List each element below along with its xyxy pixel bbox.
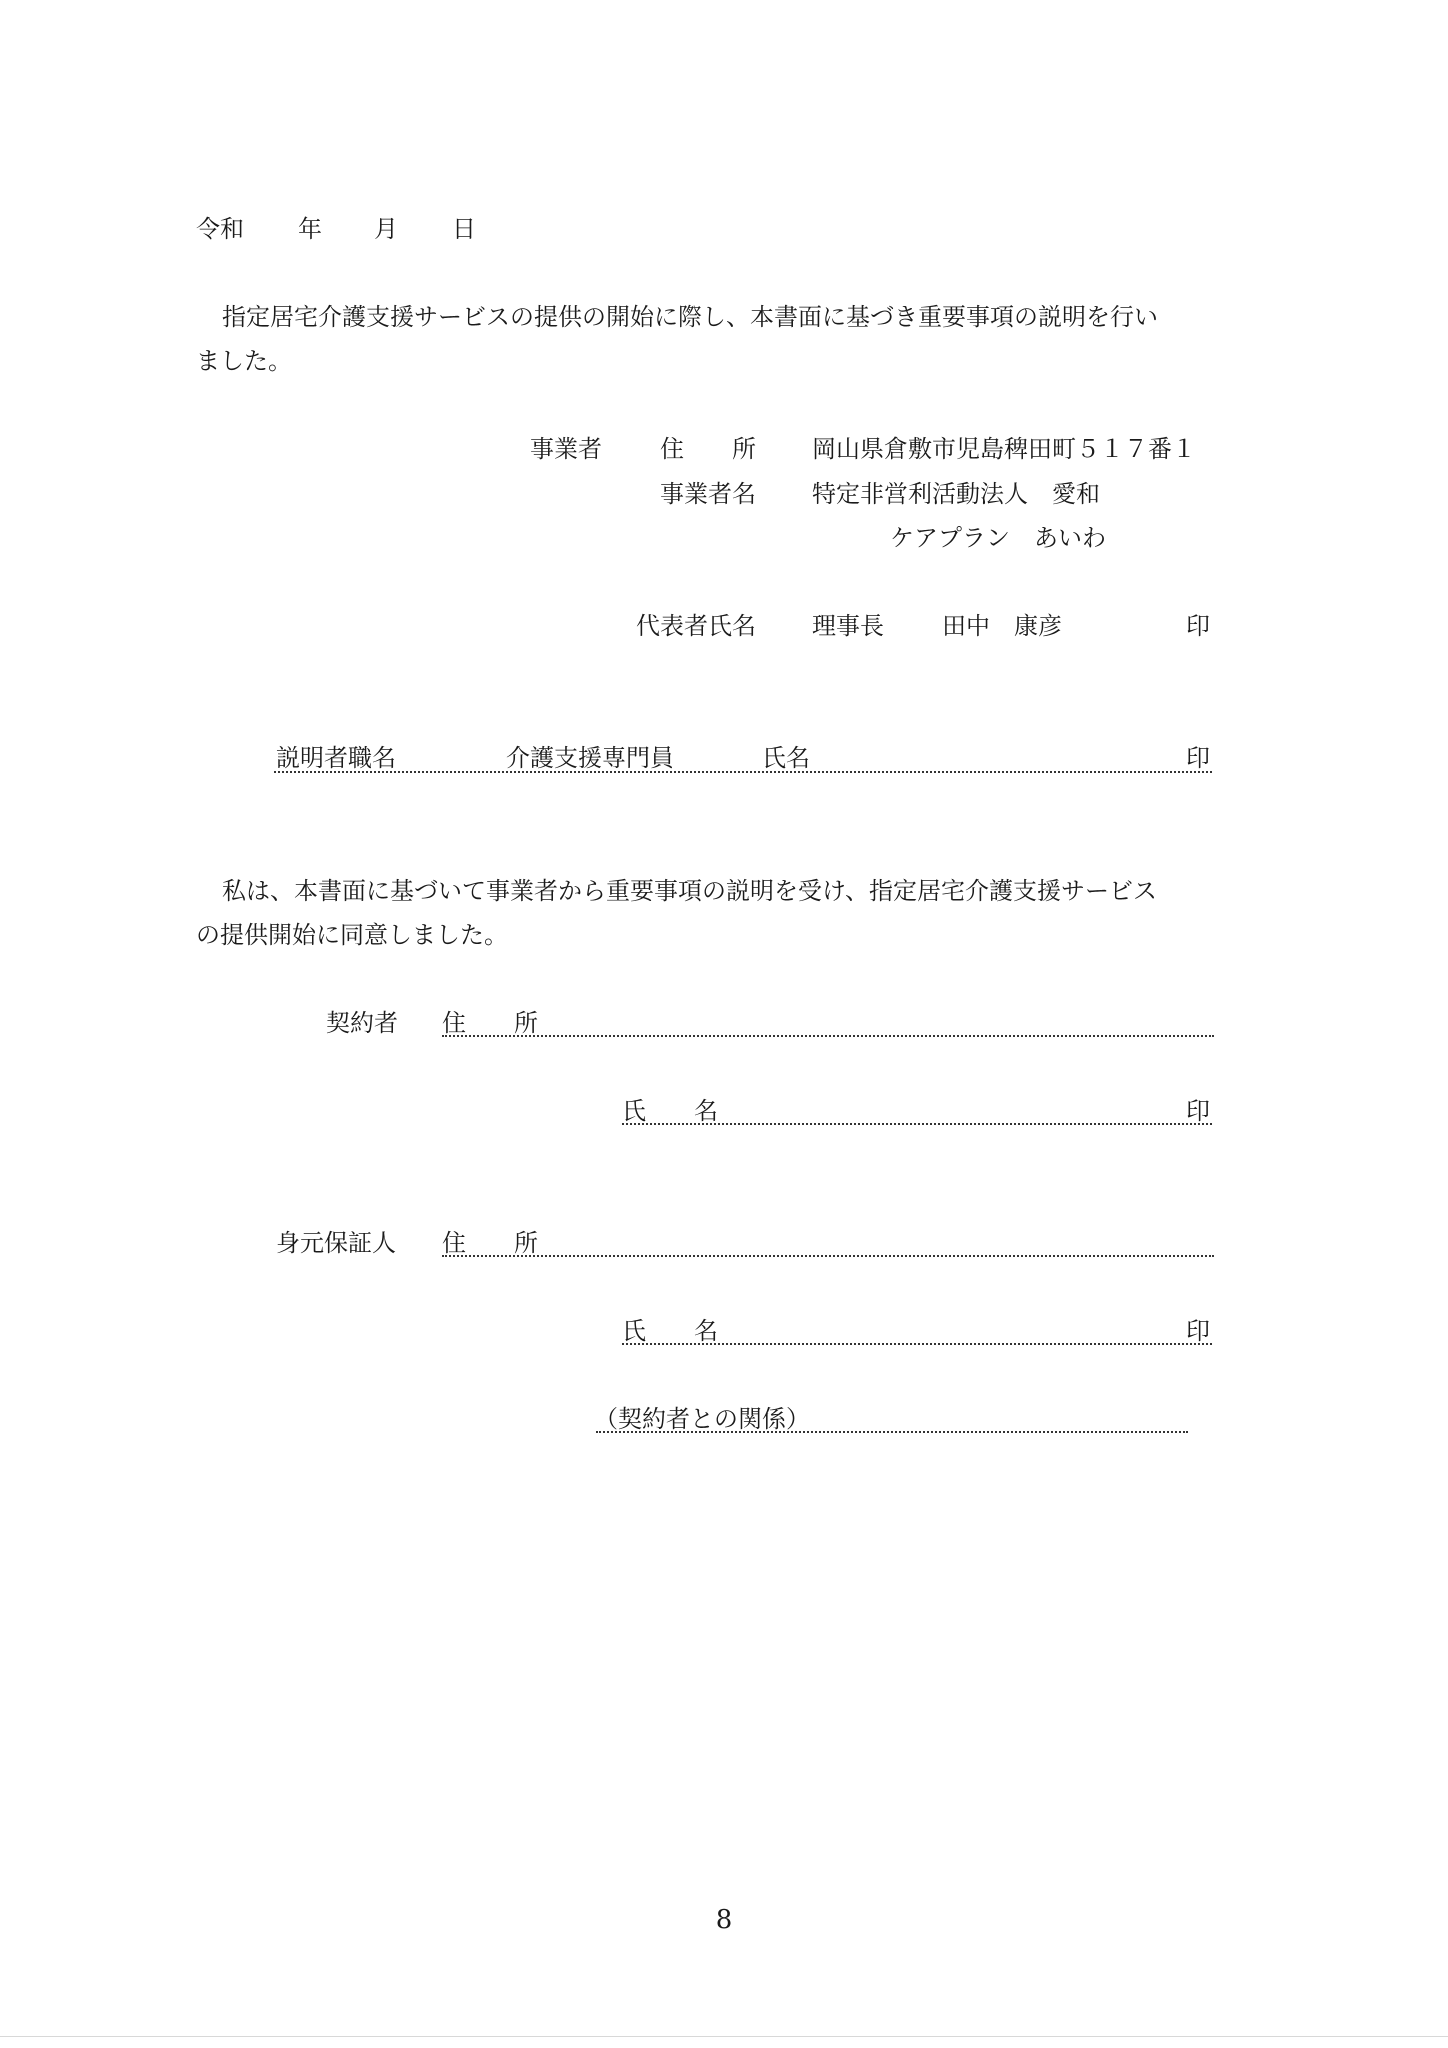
explainer-name-label: 氏名 bbox=[762, 744, 810, 772]
contractor-seal: 印 bbox=[1186, 1097, 1210, 1125]
statement1-line1: 指定居宅介護支援サービスの提供の開始に際し、本書面に基づき重要事項の説明を行い bbox=[222, 303, 1158, 331]
provider-rep-name: 田中 康彦 bbox=[942, 612, 1062, 640]
provider-name-2: ケアプラン あいわ bbox=[890, 524, 1106, 552]
contractor-address-label: 住 所 bbox=[442, 1009, 538, 1037]
guarantor-label: 身元保証人 bbox=[276, 1229, 396, 1257]
provider-rep-title: 理事長 bbox=[812, 612, 884, 640]
explainer-title-label: 説明者職名 bbox=[276, 744, 396, 772]
explainer-title: 介護支援専門員 bbox=[506, 744, 674, 772]
date-month: 月 bbox=[374, 215, 398, 243]
provider-address-label: 住 所 bbox=[660, 435, 756, 463]
explainer-signature-line bbox=[274, 771, 1212, 773]
date-era: 令和 bbox=[196, 215, 244, 243]
guarantor-relation-line bbox=[596, 1431, 1188, 1433]
guarantor-address-line bbox=[442, 1255, 1214, 1257]
scan-edge bbox=[0, 2036, 1448, 2037]
provider-rep-label: 代表者氏名 bbox=[636, 612, 756, 640]
guarantor-relation-label: （契約者との関係） bbox=[594, 1405, 810, 1433]
date-day: 日 bbox=[452, 215, 476, 243]
guarantor-name-line bbox=[622, 1343, 1212, 1345]
provider-label: 事業者 bbox=[530, 435, 602, 463]
provider-seal: 印 bbox=[1186, 612, 1210, 640]
statement2-line2: の提供開始に同意しました。 bbox=[196, 921, 508, 949]
statement1-line2: ました。 bbox=[196, 347, 292, 375]
page-number: 8 bbox=[715, 1905, 733, 1935]
guarantor-seal: 印 bbox=[1186, 1317, 1210, 1345]
contractor-address-line bbox=[442, 1035, 1214, 1037]
provider-name-label: 事業者名 bbox=[660, 480, 756, 508]
guarantor-address-label: 住 所 bbox=[442, 1229, 538, 1257]
statement2-line1: 私は、本書面に基づいて事業者から重要事項の説明を受け、指定居宅介護支援サービス bbox=[222, 877, 1158, 905]
provider-address: 岡山県倉敷市児島稗田町５１７番１ bbox=[812, 435, 1196, 463]
provider-name-1: 特定非営利活動法人 愛和 bbox=[812, 480, 1100, 508]
guarantor-name-label: 氏 名 bbox=[622, 1317, 718, 1345]
contractor-name-label: 氏 名 bbox=[622, 1097, 718, 1125]
explainer-seal: 印 bbox=[1186, 744, 1210, 772]
contractor-label: 契約者 bbox=[326, 1009, 398, 1037]
contractor-name-line bbox=[622, 1123, 1212, 1125]
date-year: 年 bbox=[298, 215, 322, 243]
